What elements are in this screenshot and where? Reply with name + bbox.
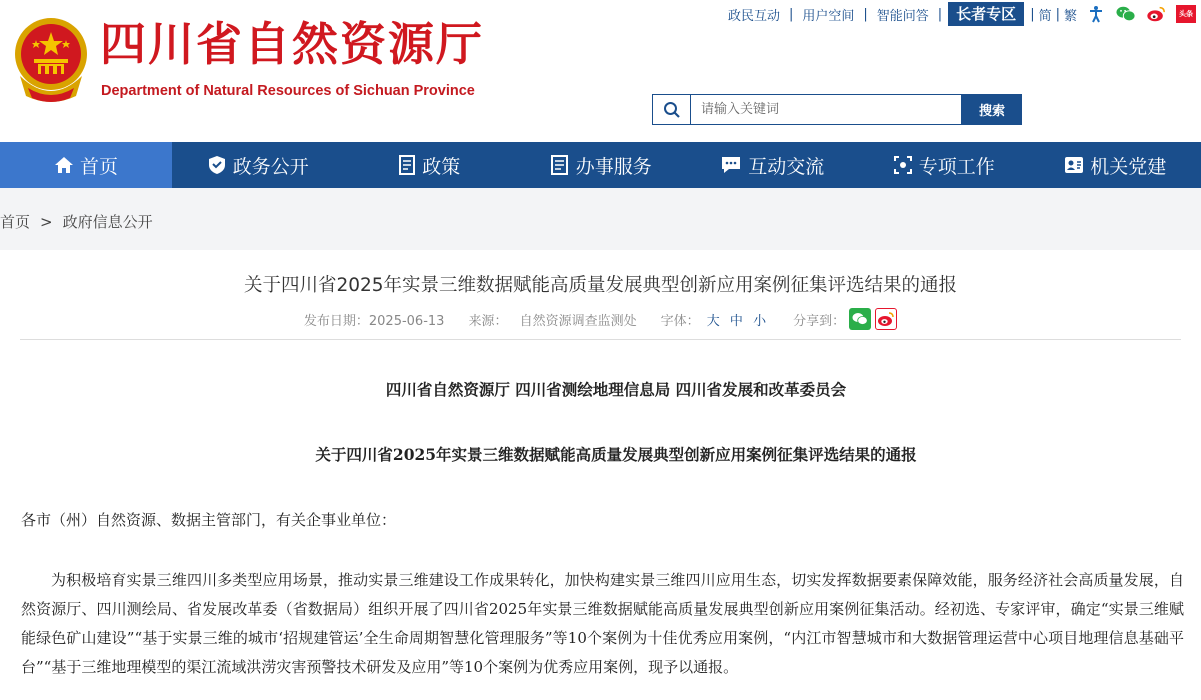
- document-icon: [398, 155, 416, 175]
- elder-mode-button[interactable]: 长者专区: [948, 2, 1024, 26]
- home-icon: [54, 156, 74, 174]
- nav-label: 互动交流: [748, 155, 825, 178]
- publish-date: 发布日期：2025-06-13: [303, 313, 445, 329]
- article: [0, 250, 1201, 700]
- article-meta: [0, 308, 1201, 330]
- link-user-space[interactable]: 用户空间: [802, 8, 855, 24]
- separator: |: [937, 6, 943, 22]
- search-button[interactable]: 搜索: [962, 94, 1022, 125]
- accessibility-icon[interactable]: [1086, 4, 1106, 24]
- article-title: 关于四川省2025年实景三维数据赋能高质量发展典型创新应用案例征集评选结果的通报: [243, 275, 958, 296]
- separator: |: [863, 6, 868, 22]
- toutiao-label: 头条: [1179, 10, 1193, 18]
- breadcrumb: [0, 211, 153, 232]
- breadcrumb-bar: [0, 188, 1201, 250]
- nav-party-building[interactable]: [1030, 142, 1201, 188]
- wechat-icon[interactable]: [1116, 4, 1136, 24]
- nav-home[interactable]: [0, 142, 172, 188]
- target-icon: [893, 155, 913, 175]
- toutiao-icon[interactable]: [1176, 5, 1196, 23]
- main-nav: [0, 142, 1201, 188]
- search-icon[interactable]: [652, 94, 690, 125]
- breadcrumb-current[interactable]: 政府信息公开: [62, 213, 153, 231]
- nav-policy[interactable]: [344, 142, 516, 188]
- source-label: 来源：: [468, 313, 508, 329]
- nav-special-work[interactable]: [858, 142, 1030, 188]
- font-small-button[interactable]: 小: [753, 313, 767, 329]
- source-value: 自然资源调查监测处: [519, 313, 637, 329]
- issuing-authorities: 四川省自然资源厅 四川省测绘地理信息局 四川省发展和改革委员会: [385, 380, 847, 399]
- separator: |: [1030, 6, 1035, 22]
- badge-icon: [1064, 156, 1084, 174]
- font-size-control: [661, 310, 769, 329]
- traditional-chinese-link[interactable]: 繁: [1063, 8, 1077, 24]
- nav-services[interactable]: [515, 142, 687, 188]
- national-emblem-icon: [10, 14, 92, 106]
- document-title: 关于四川省2025年实景三维数据赋能高质量发展典型创新应用案例征集评选结果的通报: [315, 445, 917, 464]
- simplified-chinese-link[interactable]: 简: [1038, 8, 1052, 24]
- share-wechat-icon[interactable]: [849, 308, 871, 330]
- link-interaction[interactable]: 政民互动: [727, 8, 780, 24]
- nav-label: 专项工作: [918, 155, 995, 178]
- font-large-button[interactable]: 大: [706, 313, 720, 329]
- separator: |: [788, 6, 794, 22]
- site-header: [0, 0, 1201, 142]
- divider: [20, 339, 1181, 340]
- nav-interaction[interactable]: [687, 142, 859, 188]
- link-smart-qa[interactable]: 智能问答: [876, 8, 929, 24]
- separator: |: [1055, 6, 1060, 22]
- nav-government-affairs[interactable]: [172, 142, 344, 188]
- weibo-icon[interactable]: [1146, 4, 1166, 24]
- nav-label: 政务公开: [232, 155, 309, 178]
- breadcrumb-home[interactable]: 首页: [0, 213, 31, 231]
- site-title: 四川省自然资源厅: [100, 17, 484, 71]
- nav-label: 机关党建: [1090, 155, 1167, 178]
- salutation: 各市（州）自然资源、数据主管部门，有关企事业单位：: [21, 511, 397, 529]
- shield-icon: [207, 155, 227, 175]
- share-weibo-icon[interactable]: [875, 308, 897, 330]
- top-links: [719, 2, 1201, 26]
- list-icon: [550, 155, 570, 175]
- site-subtitle: Department of Natural Resources of Sichuan Province: [101, 83, 475, 99]
- source: [468, 310, 636, 329]
- share-label: 分享到：: [793, 313, 846, 329]
- search-bar: [652, 94, 1022, 125]
- search-input[interactable]: [690, 94, 962, 125]
- breadcrumb-separator: >: [40, 212, 53, 231]
- nav-label: 政策: [422, 155, 461, 178]
- share: [793, 308, 897, 330]
- body-paragraph: 为积极培育实景三维四川多类型应用场景，推动实景三维建设工作成果转化，加快构建实景三维四川应用生态，切实发挥数据要素保障效能，服务经济社会高质量发展，自然资源厅、四川测绘局、省发展改革委（省数据局）组织开展了四川省2025年实景三维数据赋能高质量发展典型创新应用案例征集活动。经初选、专家评审，确定“实景三维赋能绿色矿山建设”“基于实景三维的城市‘招规建管运’全生命周期智慧化管理服务”等10个案例为十佳优秀应用案例，“内江市智慧城市和大数据管理运营中心项目地理信息基础平台”“基于三维地理模型的渠江流域洪涝灾害预警技术研发及应用”等10个案例为优秀应用案例，现予以通报。: [21, 571, 1184, 676]
- nav-label: 首页: [79, 155, 118, 178]
- font-medium-button[interactable]: 中: [729, 313, 743, 329]
- font-size-label: 字体：: [660, 313, 700, 329]
- nav-label: 办事服务: [575, 155, 652, 178]
- chat-icon: [720, 155, 742, 175]
